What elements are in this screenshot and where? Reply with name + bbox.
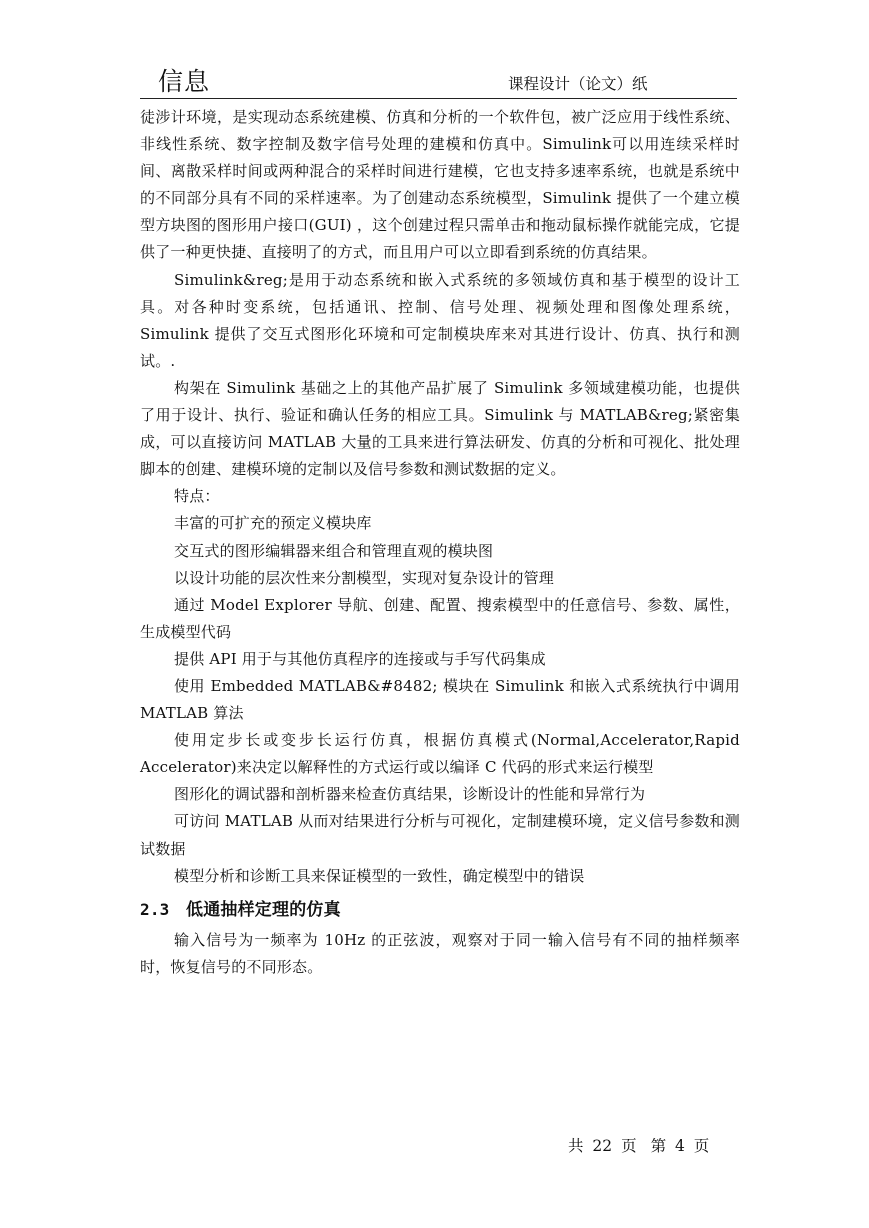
section-title: 低通抽样定理的仿真: [186, 899, 341, 920]
document-body: [140, 104, 740, 981]
header-left-title: 信息: [158, 67, 211, 96]
feature-item: 交互式的图形编辑器来组合和管理直观的模块图: [174, 541, 494, 560]
feature-item: 使用定步长或变步长运行仿真，根据仿真模式(Normal,Accelerator,Rapid Accelerator)来决定以解释性的方式运行或以编译 C 代码的形式来运行模型: [140, 731, 740, 777]
section-heading: [140, 894, 740, 926]
page-footer: [568, 1134, 723, 1156]
page-total: 共 22 页: [568, 1137, 637, 1155]
feature-item: 丰富的可扩充的预定义模块库: [174, 514, 372, 533]
feature-item: 以设计功能的层次性来分割模型，实现对复杂设计的管理: [174, 568, 555, 587]
page-header: [140, 58, 737, 99]
paragraph: 徒涉计环境，是实现动态系统建模、仿真和分析的一个软件包，被广泛应用于线性系统、非线性系统、数字控制及数字信号处理的建模和仿真中。Simulink可以用连续采样时间、离散采样时间或两种混合的采样时间进行建模，它也支持多速率系统，也就是系统中的不同部分具有不同的采样速率。为了创建动态系统模型，Simulink 提供了一个建立模型方块图的图形用户接口(GUI) ，这个创建过程只需单击和拖动鼠标操作就能完成，它提供了一种更快捷、直接明了的方式，而且用户可以立即看到系统的仿真结果。: [140, 108, 740, 262]
section-number: 2.3: [140, 899, 170, 919]
feature-item: 通过 Model Explorer 导航、创建、配置、搜索模型中的任意信号、参数、属性，生成模型代码: [140, 595, 740, 641]
feature-item: 图形化的调试器和剖析器来检查仿真结果，诊断设计的性能和异常行为: [174, 785, 646, 804]
feature-item: 可访问 MATLAB 从而对结果进行分析与可视化，定制建模环境，定义信号参数和测试数据: [140, 812, 740, 858]
feature-item: 使用 Embedded MATLAB&#8482; 模块在 Simulink 和嵌入式系统执行中调用 MATLAB 算法: [140, 676, 740, 723]
header-right-title: 课程设计（论文）纸: [508, 75, 648, 93]
page-current: 第 4 页: [650, 1137, 710, 1155]
feature-item: 模型分析和诊断工具来保证模型的一致性，确定模型中的错误: [174, 866, 585, 885]
features-label: 特点：: [174, 487, 220, 506]
paragraph: 输入信号为一频率为 10Hz 的正弦波，观察对于同一输入信号有不同的抽样频率时，恢复信号的不同形态。: [140, 930, 740, 976]
paragraph: Simulink&reg;是用于动态系统和嵌入式系统的多领域仿真和基于模型的设计工具。对各种时变系统，包括通讯、控制、信号处理、视频处理和图像处理系统，Simulink 提供了交互式图形化环境和可定制模块库来对其进行设计、仿真、执行和测试。.: [140, 270, 740, 370]
paragraph: 构架在 Simulink 基础之上的其他产品扩展了 Simulink 多领域建模功能，也提供了用于设计、执行、验证和确认任务的相应工具。Simulink 与 MATLAB&reg;紧密集成，可以直接访问 MATLAB 大量的工具来进行算法研发、仿真的分析和可视化、批处理脚本的创建、建模环境的定制以及信号参数和测试数据的定义。: [140, 378, 740, 479]
feature-item: 提供 API 用于与其他仿真程序的连接或与手写代码集成: [174, 649, 546, 668]
